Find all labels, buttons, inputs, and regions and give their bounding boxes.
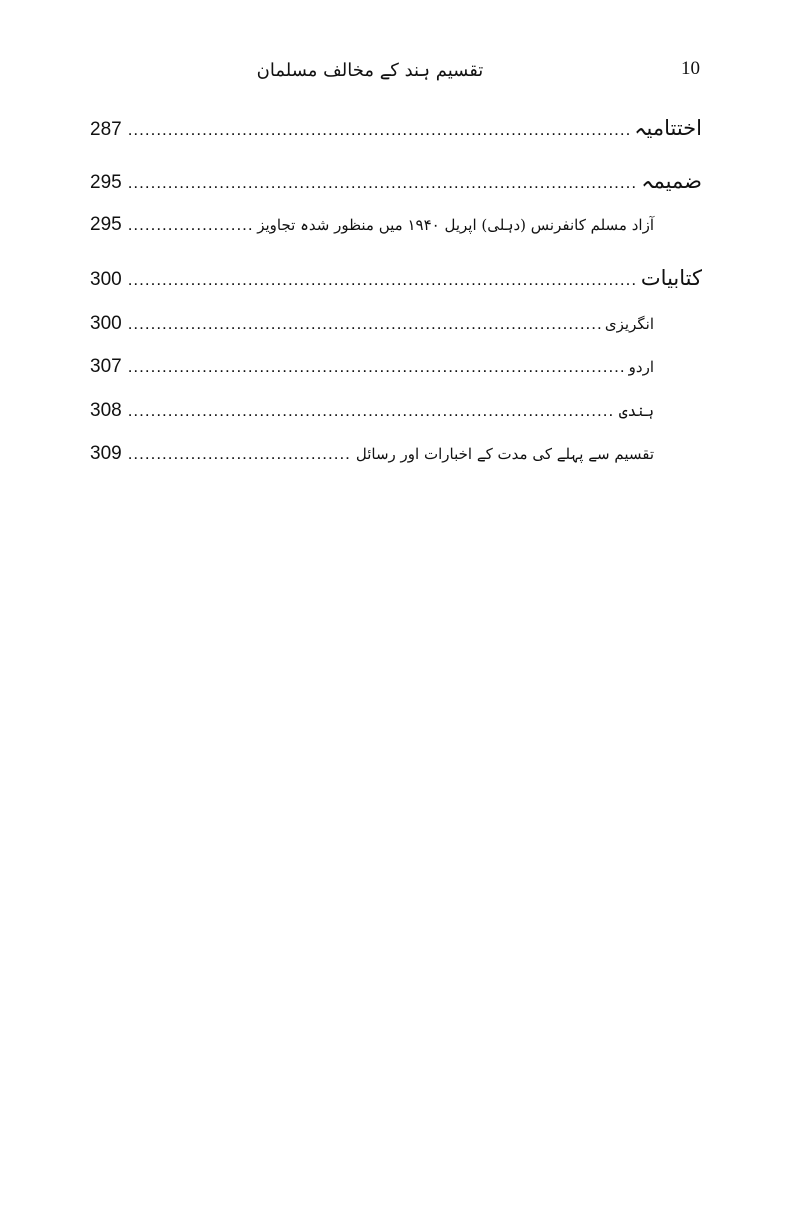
toc-entry-label: کتابیات	[640, 266, 702, 290]
toc-page-number: 308	[90, 400, 122, 421]
toc-entry	[90, 169, 702, 194]
toc-entry	[90, 400, 654, 422]
toc-entry	[90, 266, 702, 291]
toc-entry	[90, 214, 654, 236]
toc-entry-label: اردو	[628, 358, 654, 376]
toc-page-number: 300	[90, 313, 122, 334]
toc-page-number: 307	[90, 356, 122, 377]
toc-leader-dots	[128, 401, 615, 421]
toc-page-number: 295	[90, 172, 122, 193]
toc-page-number: 287	[90, 119, 122, 140]
toc-entry	[90, 116, 702, 141]
toc-entry-label: انگریزی	[604, 315, 654, 333]
toc-leader-dots	[128, 215, 253, 235]
toc-entry-label: آزاد مسلم کانفرنس (دہلی) اپریل ۱۹۴۰ میں منظور شدہ تجاویز	[257, 216, 654, 234]
toc-leader-dots	[128, 173, 638, 193]
toc-page-number: 300	[90, 269, 122, 290]
toc-entry	[90, 313, 654, 335]
toc-entry-label: ہندی	[618, 402, 654, 420]
toc-leader-dots	[128, 120, 631, 140]
toc-entry-label: ضمیمہ	[641, 169, 702, 193]
running-title: تقسیم ہند کے مخالف مسلمان	[256, 60, 484, 81]
toc-page-number: 309	[90, 443, 122, 464]
toc-leader-dots	[128, 314, 601, 334]
toc-entry	[90, 443, 654, 465]
toc-leader-dots	[128, 270, 637, 290]
toc-entry-label: اختتامیہ	[634, 116, 702, 140]
toc-entry	[90, 356, 654, 378]
toc-entry-label: تقسیم سے پہلے کی مدت کے اخبارات اور رسائل	[355, 445, 654, 463]
toc-leader-dots	[128, 444, 352, 464]
toc-leader-dots	[128, 357, 625, 377]
toc-page-number: 295	[90, 214, 122, 235]
page-number: 10	[681, 58, 700, 79]
